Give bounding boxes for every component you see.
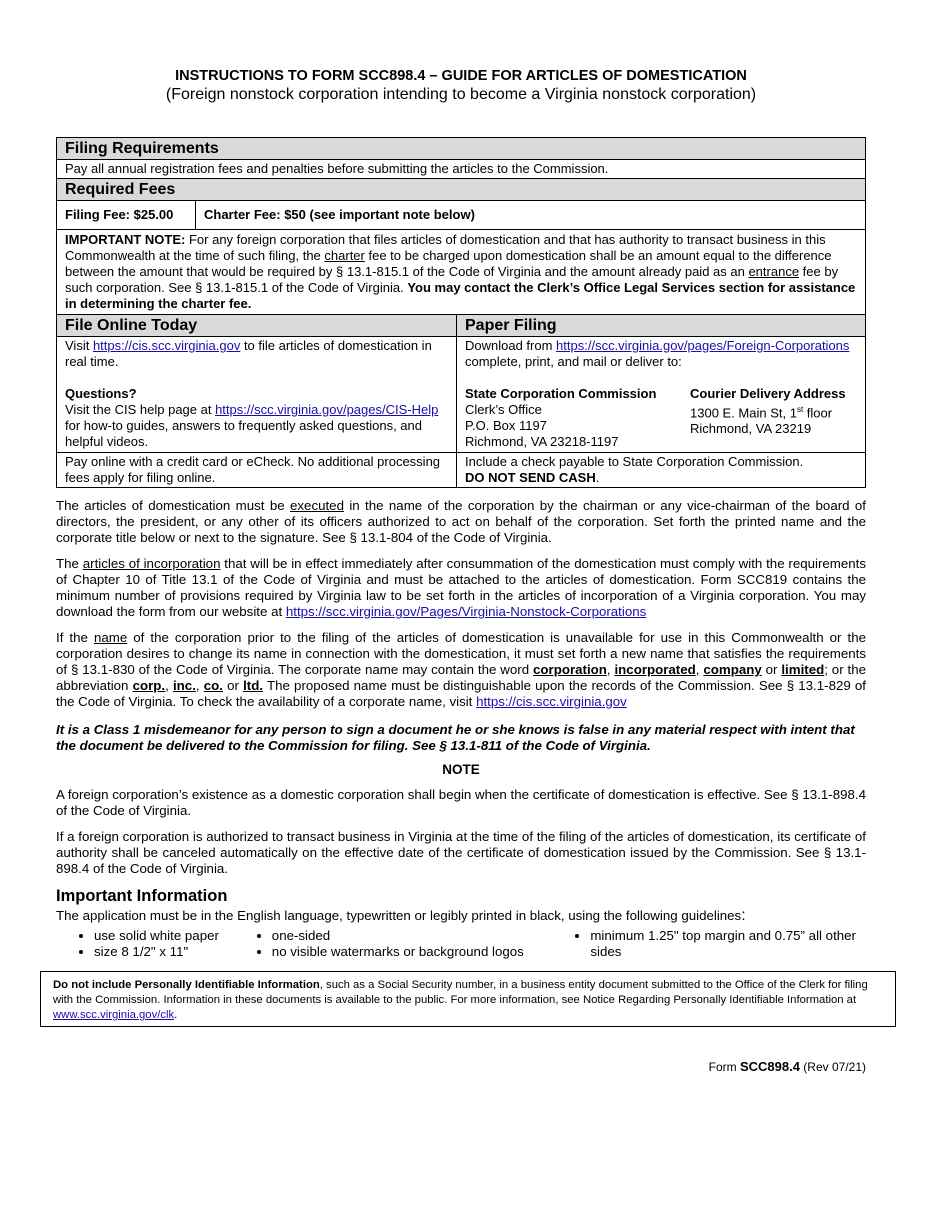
important-note-text-2: fee to be charged upon domestication shall be an amount equal to the difference between the amount that would be required by § 13.1-815.1 of the Code of Virginia and the amount already paid as an	[65, 248, 832, 279]
guideline-item: • no visible watermarks or background logos	[272, 944, 553, 960]
requirements-table	[56, 137, 866, 488]
courier-name: Courier Delivery Address	[690, 386, 846, 401]
charter-fee: Charter Fee: $50 (see important note below)	[204, 207, 475, 222]
note-heading: NOTE	[442, 762, 480, 777]
guideline-item: • one-sided	[272, 928, 553, 944]
download-rest-text: complete, print, and mail or deliver to:	[465, 354, 682, 369]
mailing-line: P.O. Box 1197	[465, 418, 547, 433]
mailing-line: Clerk’s Office	[465, 402, 542, 417]
form-identifier	[709, 1059, 866, 1074]
word-company: company	[703, 662, 762, 677]
articles-of-incorporation-word: articles of incorporation	[82, 556, 221, 571]
questions-heading: Questions?	[65, 386, 137, 401]
important-information-heading: Important Information	[56, 887, 228, 905]
cis-name-check-link[interactable]: https://cis.scc.virginia.gov	[476, 694, 627, 709]
paper-cell	[457, 337, 866, 453]
name-word: name	[93, 630, 128, 645]
separator: ,	[195, 678, 204, 693]
p2-text-rest: that will be in effect immediately after consummation of the domestication must comply with the requirements of Chapter 10 of Title 13.1 of the Code of Virginia and must be attached to the articles of domestication. Form SCC819 contains the minimum number of provisions required by Virginia law to be set forth in the articles of incorporation of a Virginia corporation. You may download the form from our website at	[56, 556, 867, 619]
download-text: Download from	[465, 338, 557, 353]
word-ltd: ltd.	[243, 678, 264, 693]
articles-paragraph	[56, 556, 866, 620]
pii-notice	[40, 971, 896, 1027]
execution-paragraph	[56, 498, 866, 546]
no-cash-text: DO NOT SEND CASH	[465, 470, 596, 485]
charter-word: charter	[324, 248, 365, 263]
no-cash-dot: .	[595, 470, 600, 485]
separator: or	[222, 678, 244, 693]
mailing-name: State Corporation Commission	[465, 386, 657, 401]
important-note-contact: You may contact the Clerk’s Office Legal Services section for assistance in determining the charter fee.	[65, 280, 856, 311]
page-title: INSTRUCTIONS TO FORM SCC898.4 – GUIDE FOR ARTICLES OF DOMESTICATION	[175, 68, 747, 84]
note-existence: A foreign corporation’s existence as a domestic corporation shall begin when the certificate of domestication is effective. See § 13.1-898.4 of the Code of Virginia.	[56, 787, 866, 818]
p3-text-rest: of the corporation prior to the filing of the articles of domestication is unavailable for use in this Commonwealth or the corporation desires to change its name in connection with the domestication, it must set forth a new name that satisfies the requirements of § 13.1-830 of the Code of Virginia. The corporate name may contain the word	[56, 630, 866, 677]
check-text: Include a check payable to State Corporation Commission.	[465, 454, 804, 469]
addresses	[465, 386, 857, 450]
pii-bold: Do not include Personally Identifiable Information	[53, 979, 320, 991]
form-number: SCC898.4	[739, 1059, 800, 1074]
misdemeanor-warning: It is a Class 1 misdemeanor for any person to sign a document he or she knows is false in any material respect with intent that the document be delivered to the Commission for filing. See § 13.1-811 of the Code of Virginia.	[56, 722, 855, 753]
separator: or	[761, 662, 782, 677]
check-cell	[457, 453, 866, 488]
help-text: Visit the CIS help page at	[65, 402, 216, 417]
important-note-label: IMPORTANT NOTE:	[65, 232, 186, 247]
important-note-text: For any foreign corporation that files articles of domestication and that has authority to transact business in this Commonwealth at the time of such filing, the	[65, 232, 826, 263]
separator: ,	[165, 678, 173, 693]
name-paragraph	[56, 630, 866, 710]
page-subtitle: (Foreign nonstock corporation intending to become a Virginia nonstock corporation)	[165, 86, 757, 103]
form-revision: (Rev 07/21)	[799, 1060, 866, 1074]
filing-requirements-text: Pay all annual registration fees and penalties before submitting the articles to the Commission.	[57, 160, 866, 179]
courier-street-rest: floor	[803, 405, 833, 421]
courier-street: 1300 E. Main St, 1	[690, 405, 797, 421]
guideline-item: • size 8 1/2" x 11"	[94, 944, 234, 960]
document-page	[56, 68, 866, 960]
word-limited: limited	[781, 662, 825, 677]
online-pay-text: Pay online with a credit card or eCheck. No additional processing fees apply for filing online.	[57, 453, 457, 488]
courier-city: Richmond, VA 23219	[690, 421, 812, 437]
intro-colon: :	[741, 907, 746, 924]
important-note	[57, 230, 866, 315]
word-corporation: corporation	[533, 662, 607, 677]
mailing-line: Richmond, VA 23218-1197	[465, 434, 619, 449]
word-incorporated: incorporated	[614, 662, 696, 677]
guidelines-col-3	[552, 928, 866, 960]
important-intro	[56, 908, 866, 924]
intro-text: The application must be in the English language, typewritten or legibly printed in black, using the following guidelines	[56, 908, 742, 923]
important-note-text-3: fee by such corporation. See § 13.1-815.1 of the Code of Virginia.	[65, 264, 839, 295]
courier-street-sup: st	[796, 405, 804, 414]
cis-help-link[interactable]: https://scc.virginia.gov/pages/CIS-Help	[215, 402, 439, 417]
paper-filing-heading: Paper Filing	[457, 315, 866, 337]
guidelines-col-2	[234, 928, 553, 960]
word-co: co.	[203, 678, 223, 693]
guidelines-list	[56, 928, 866, 960]
separator: ,	[695, 662, 704, 677]
p1-text: The articles of domestication must be	[56, 498, 290, 513]
filing-requirements-heading: Filing Requirements	[57, 138, 866, 160]
fees-row	[57, 201, 866, 230]
courier-address	[690, 386, 846, 450]
p3-text-end: The proposed name must be distinguishable upon the records of the Commission. See § 13.1-829 of the Code of Virginia. To check the availability of a corporate name, visit	[56, 678, 866, 709]
guideline-item: • minimum 1.25" top margin and 0.75” all other sides	[590, 928, 866, 960]
form-label: Form	[708, 1060, 740, 1074]
help-rest-text: for how-to guides, answers to frequently asked questions, and helpful videos.	[65, 418, 422, 449]
file-online-heading: File Online Today	[57, 315, 457, 337]
online-visit-text: Visit	[65, 338, 93, 353]
p3-text: If the	[56, 630, 94, 645]
online-cell	[57, 337, 457, 453]
nonstock-corporations-link[interactable]: https://scc.virginia.gov/Pages/Virginia-Nonstock-Corporations	[285, 604, 647, 619]
executed-word: executed	[290, 498, 344, 513]
word-corp: corp.	[132, 678, 166, 693]
note-certificate: If a foreign corporation is authorized to transact business in Virginia at the time of the filing of the articles of domestication, its certificate of authority shall be canceled automatically on the effective date of the certificate of domestication issued by the Commission. See § 13.1-898.4 of the Code of Virginia.	[56, 829, 866, 876]
separator: ,	[606, 662, 615, 677]
clerk-link[interactable]: www.scc.virginia.gov/clk	[53, 1009, 175, 1021]
word-inc: inc.	[172, 678, 196, 693]
mailing-address	[465, 386, 690, 450]
pii-dot: .	[174, 1009, 178, 1021]
p2-text: The	[56, 556, 83, 571]
pii-text: , such as a Social Security number, in a business entity document submitted to the Office of the Clerk for filing with the Commission. Information in these documents is available to the public. For more information, see Notice Regarding Personally Identifiable Information at	[53, 979, 868, 1006]
guideline-item: • use solid white paper	[94, 928, 234, 944]
online-visit-rest: to file articles of domestication in real time.	[65, 338, 432, 369]
foreign-corporations-link[interactable]: https://scc.virginia.gov/pages/Foreign-Corporations	[556, 338, 850, 353]
required-fees-heading: Required Fees	[57, 179, 866, 201]
cis-link[interactable]: https://cis.scc.virginia.gov	[92, 338, 241, 353]
guidelines-col-1	[56, 928, 234, 960]
entrance-word: entrance	[748, 264, 800, 279]
p1-text-rest: in the name of the corporation by the chairman or any vice-chairman of the board of directors, the president, or any other of its officers authorized to act on behalf of the corporation. Set forth the printed name and the corporate title below or next to the signature. See § 13.1-804 of the Code of Virginia.	[56, 498, 866, 545]
filing-fee: Filing Fee: $25.00	[57, 201, 196, 229]
p3-text-abbrev: ; or the abbreviation	[56, 662, 867, 693]
